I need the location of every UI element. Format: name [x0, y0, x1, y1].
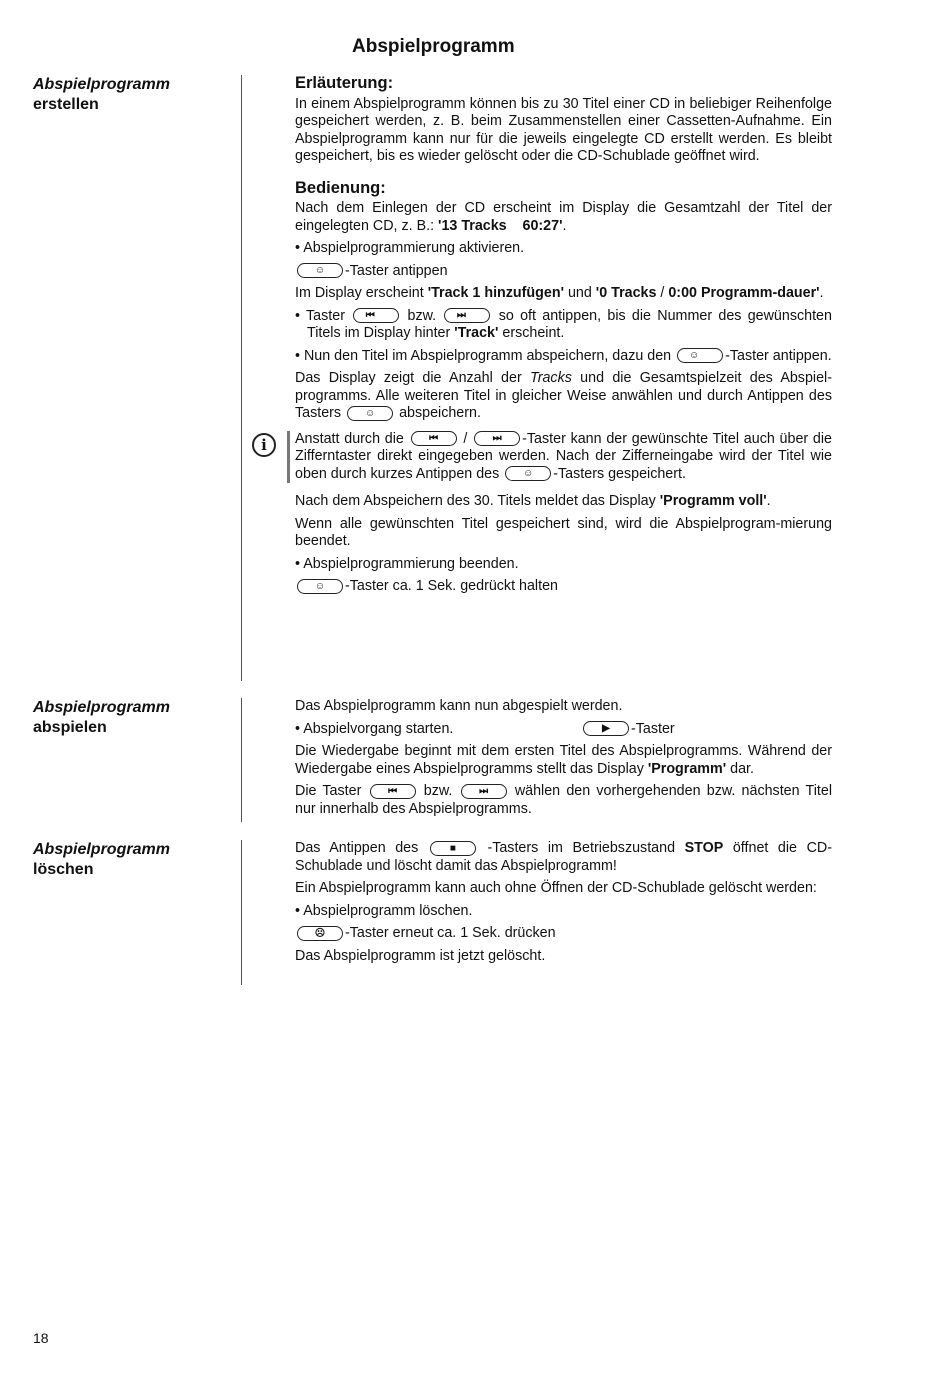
- stop-key-icon: ■: [430, 841, 476, 856]
- para-voll: Nach dem Abspeichern des 30. Titels meldet das Display 'Programm voll'.: [295, 493, 771, 509]
- next-key-icon: ⏭: [461, 784, 507, 799]
- side-heading-italic: Abspielprogramm: [33, 699, 170, 716]
- divider-line: [241, 75, 242, 681]
- instruction-halten: ☺ -Taster ca. 1 Sek. gedrückt halten: [295, 578, 832, 596]
- section-body: [295, 840, 832, 970]
- memory-key-icon: ☺: [297, 263, 343, 278]
- section-body: [261, 74, 832, 601]
- info-note: [261, 430, 832, 484]
- memory-key-icon: ☺: [297, 579, 343, 594]
- bullet-taster: • Taster ⏮ bzw. ⏭ so oft antippen, bis die Nummer des gewünschten Titels im Display hinter 'Track' erscheint.: [295, 307, 832, 341]
- prev-key-icon: ⏮: [411, 431, 457, 446]
- para-taster: Die Taster ⏮ bzw. ⏭ wählen den vorhergehenden bzw. nächsten Titel nur innerhalb des Abspielprogramms.: [295, 783, 832, 817]
- prev-key-icon: ⏮: [370, 784, 416, 799]
- memory-key-icon: ☺: [505, 466, 551, 481]
- page-title: Abspielprogramm: [352, 36, 515, 57]
- para-antippen: Das Antippen des ■ -Tasters im Betriebszustand STOP öffnet die CD-Schublade und löscht damit das Abspielprogramm!: [295, 840, 832, 874]
- next-key-icon: ⏭: [444, 308, 490, 323]
- side-heading-erstellen: [33, 75, 233, 115]
- side-heading-rest: erstellen: [33, 96, 99, 113]
- clear-key-icon: ☹: [297, 926, 343, 941]
- para-geloescht: Das Abspielprogramm ist jetzt gelöscht.: [295, 947, 546, 964]
- heading-erlaeuterung: Erläuterung:: [295, 74, 394, 92]
- instruction-druecken: ☹ -Taster erneut ca. 1 Sek. drücken: [295, 925, 832, 943]
- bullet-abspeichern: • Nun den Titel im Abspielprogramm abspeichern, dazu den ☺ -Taster antippen.: [295, 347, 832, 364]
- para-kann: Das Abspielprogramm kann nun abgespielt werden.: [295, 698, 623, 714]
- para-erlaeuterung: In einem Abspielprogramm können bis zu 30 Titel einer CD in beliebiger Reihenfolge gespeichert werden, z. B. beim Zusammenstellen einer Cassetten-Aufnahme. Ein Abspielprogramm kann nur für die jeweils eingelegte CD erstellt werden. Es bleibt gespeichert, bis es wieder gelöscht oder die CD-Schublade geöffnet wird.: [295, 95, 832, 164]
- instruction-antippen: ☺ -Taster antippen: [295, 263, 832, 281]
- side-heading-rest: löschen: [33, 861, 94, 878]
- memory-key-icon: ☺: [677, 348, 723, 363]
- info-icon: i: [252, 433, 276, 457]
- divider-line: [241, 840, 242, 985]
- para-bedienung: Nach dem Einlegen der CD erscheint im Display die Gesamtzahl der Titel der eingelegten CD, z. B.: '13 Tracks 60:27'.: [295, 200, 832, 234]
- next-key-icon: ⏭: [474, 431, 520, 446]
- side-heading-rest: abspielen: [33, 719, 107, 736]
- side-heading-abspielen: [33, 698, 233, 738]
- side-heading-italic: Abspielprogramm: [33, 841, 170, 858]
- bullet-aktivieren: • Abspielprogrammierung aktivieren.: [295, 240, 525, 256]
- memory-key-icon: ☺: [347, 406, 393, 421]
- para-ohne: Ein Abspielprogramm kann auch ohne Öffnen der CD-Schublade gelöscht werden:: [295, 880, 817, 896]
- para-wenn: Wenn alle gewünschten Titel gespeichert sind, wird die Abspielprogram-mierung beendet.: [295, 515, 832, 549]
- play-key-icon: ▶: [583, 721, 629, 736]
- heading-bedienung: Bedienung:: [295, 178, 386, 197]
- side-heading-italic: Abspielprogramm: [33, 76, 170, 93]
- section-body: [295, 698, 832, 823]
- bullet-beenden: • Abspielprogrammierung beenden.: [295, 555, 519, 572]
- bullet-starten: • Abspielvorgang starten. ▶ -Taster: [295, 720, 675, 737]
- para-display: Im Display erscheint 'Track 1 hinzufügen' und '0 Tracks / 0:00 Programm-dauer'.: [295, 285, 824, 301]
- page-number: 18: [33, 1330, 49, 1346]
- divider-line: [241, 698, 242, 822]
- prev-key-icon: ⏮: [353, 308, 399, 323]
- bullet-loeschen: • Abspielprogramm löschen.: [295, 902, 473, 919]
- para-wiedergabe: Die Wiedergabe beginnt mit dem ersten Titel des Abspielprogramms. Während der Wiedergabe eines Abspielprogramms stellt das Display 'Programm' dar.: [295, 743, 832, 777]
- side-heading-loeschen: [33, 840, 233, 880]
- para-anzahl: Das Display zeigt die Anzahl der Tracks und die Gesamtspielzeit des Abspiel-programms. Alle weiteren Titel in gleicher Weise anwählen und durch Antippen des Tasters ☺ abspeichern.: [295, 370, 832, 421]
- note-text: Anstatt durch die ⏮ / ⏭ -Taster kann der gewünschte Titel auch über die Zifferntaster direkt eingegeben werden. Nach der Zifferneingabe wird der Titel wie oben durch kurzes Antippen des ☺ -Tasters gespeichert.: [295, 430, 832, 482]
